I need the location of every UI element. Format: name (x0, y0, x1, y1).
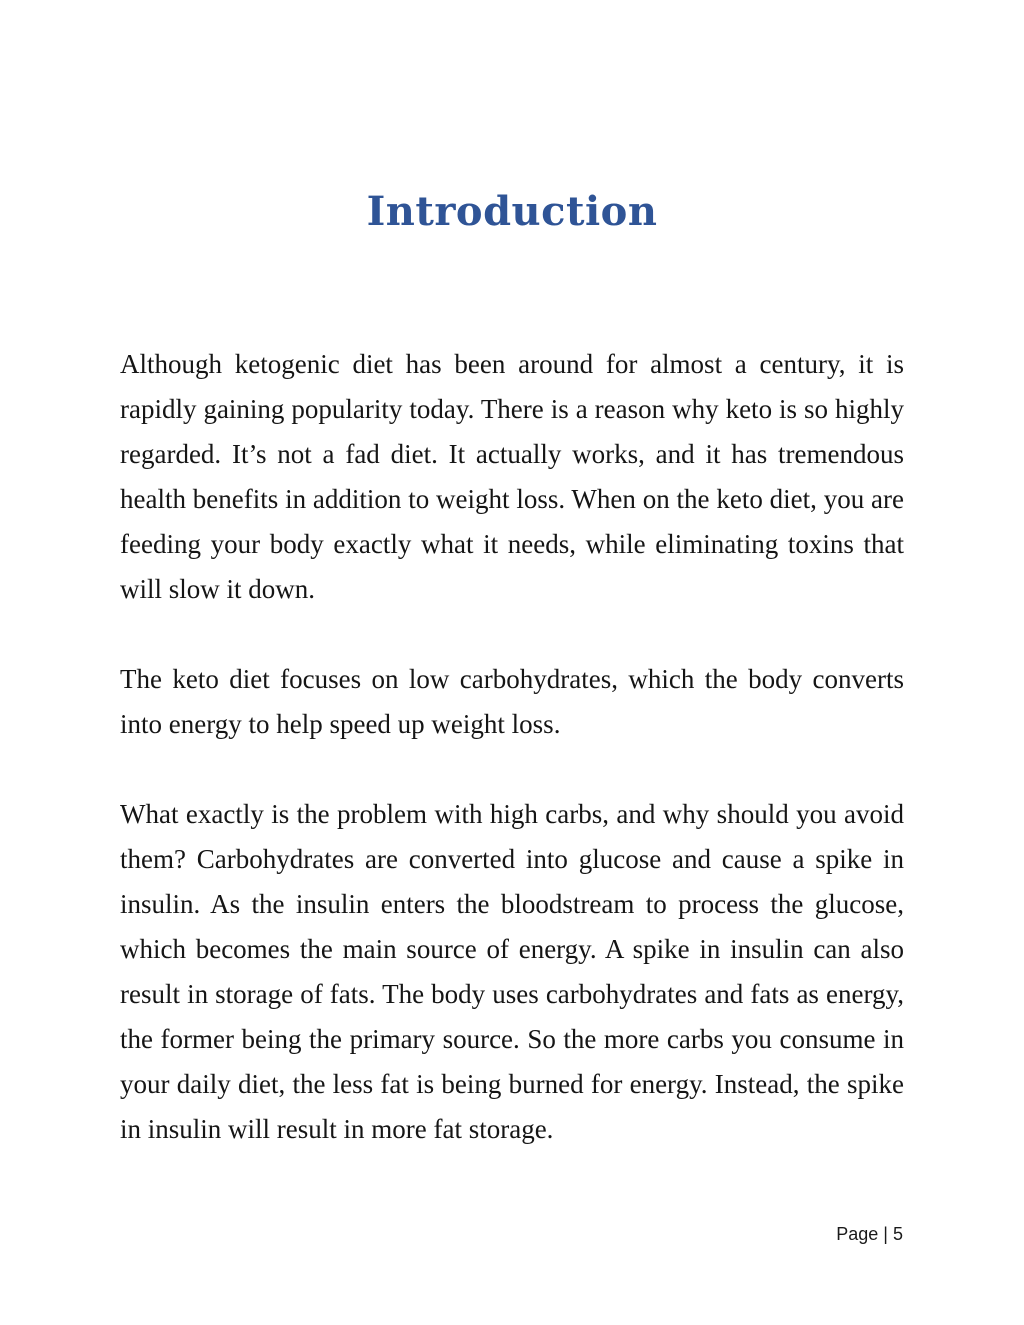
page-number: Page | 5 (836, 1224, 903, 1244)
paragraph-2: The keto diet focuses on low carbohydrates, which the body converts into energy to help speed up weight loss. (120, 664, 904, 739)
page-title: Introduction (366, 188, 658, 235)
document-body (120, 342, 904, 1152)
paragraph-1: Although ketogenic diet has been around for almost a century, it is rapidly gaining popularity today. There is a reason why keto is so highly regarded. It’s not a fad diet. It actually works, and it has tremendous health benefits in addition to weight loss. When on the keto diet, you are feeding your body exactly what it needs, while eliminating toxins that will slow it down. (120, 349, 904, 604)
paragraph-3: What exactly is the problem with high carbs, and why should you avoid them? Carbohydrates are converted into glucose and cause a spike in insulin. As the insulin enters the bloodstream to process the glucose, which becomes the main source of energy. A spike in insulin can also result in storage of fats. The body uses carbohydrates and fats as energy, the former being the primary source. So the more carbs you consume in your daily diet, the less fat is being burned for energy. Instead, the spike in insulin will result in more fat storage. (120, 799, 904, 1144)
